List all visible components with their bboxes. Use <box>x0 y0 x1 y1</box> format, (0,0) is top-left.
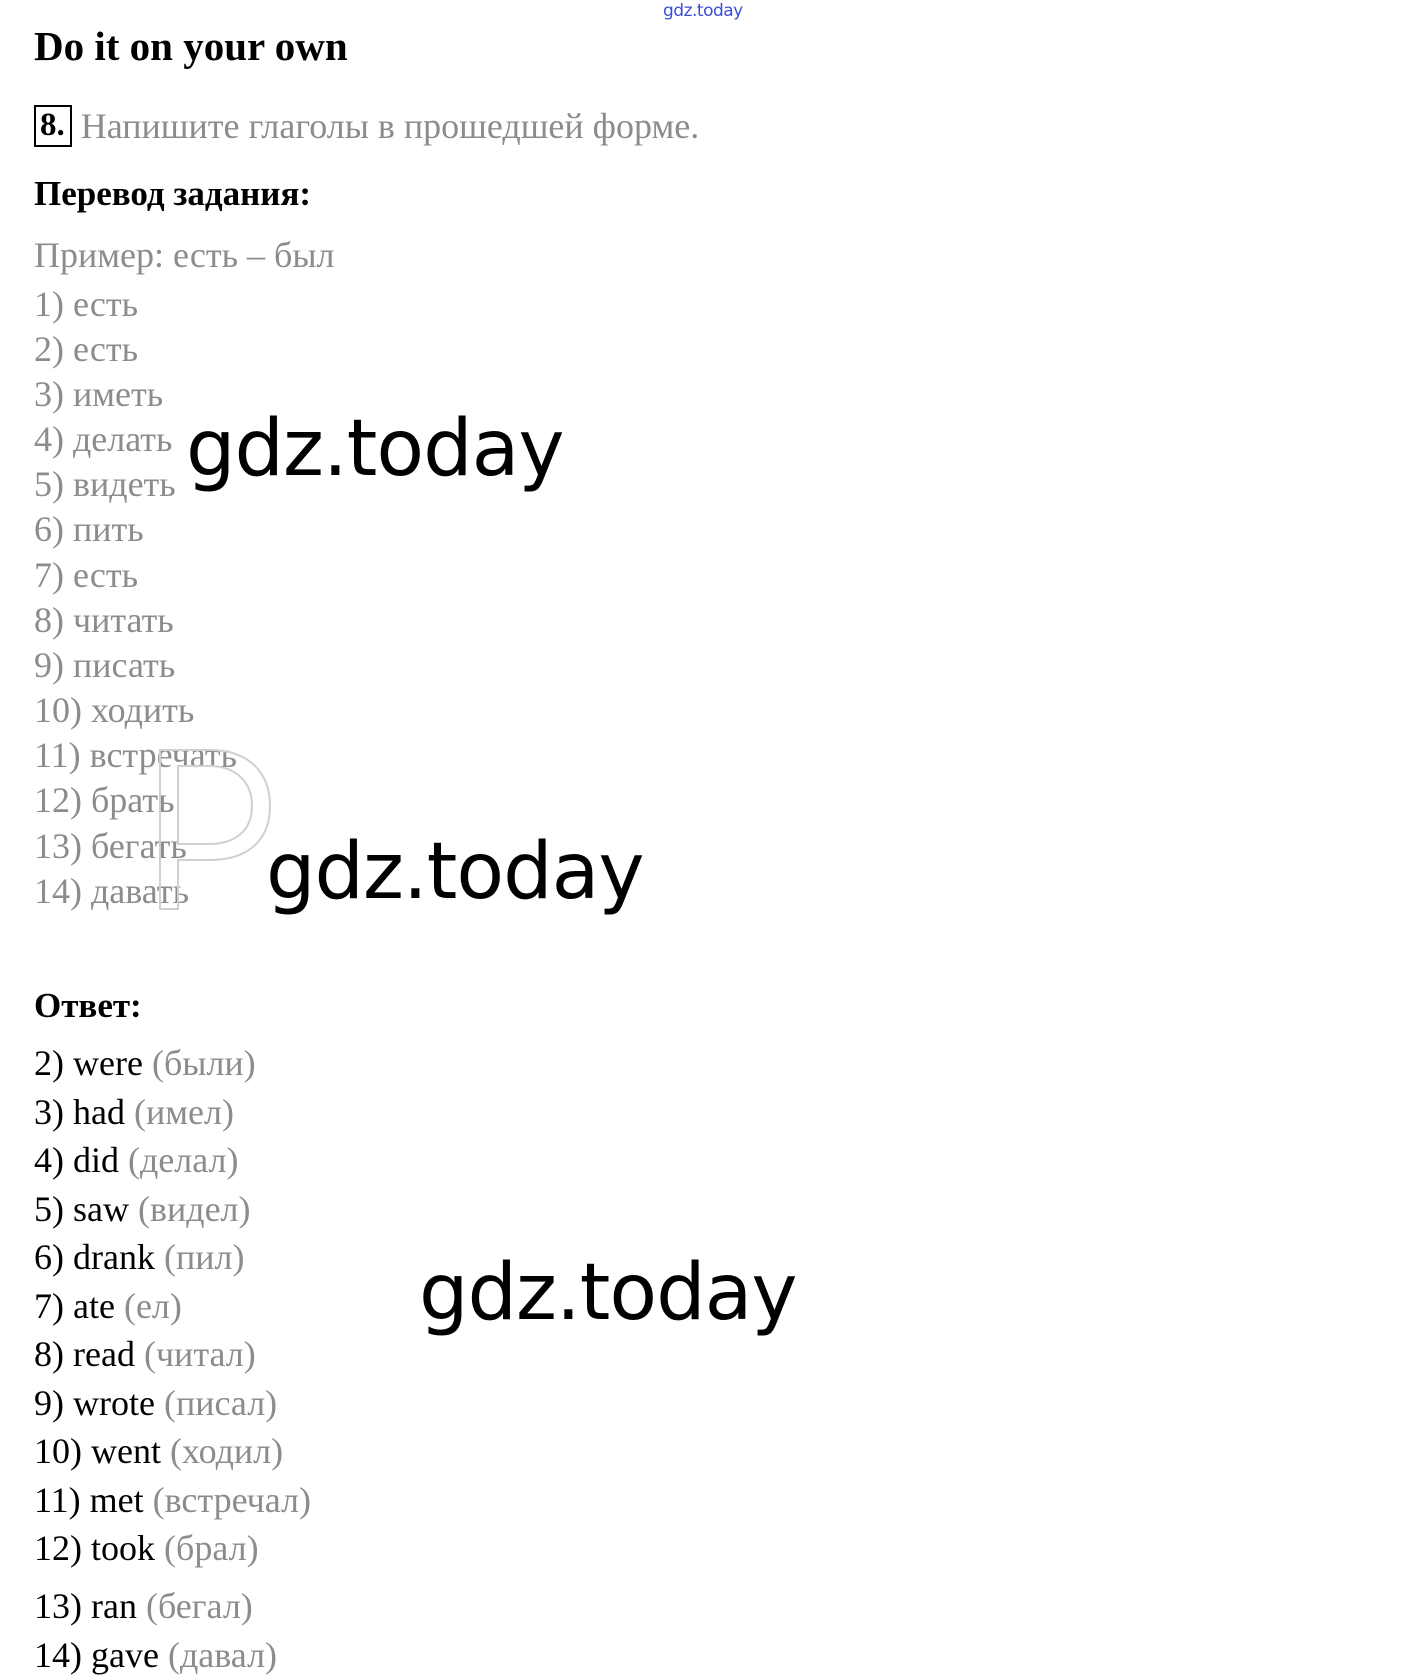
answer-item <box>34 1239 244 1275</box>
answer-verb: drank <box>73 1237 155 1277</box>
watermark-text: gdz.today <box>186 404 564 494</box>
translation-item: 6) пить <box>34 509 144 549</box>
answer-item <box>34 1588 253 1624</box>
answer-number: 3) <box>34 1092 64 1132</box>
answer-number: 13) <box>34 1586 82 1626</box>
watermark-text: gdz.today <box>419 1248 797 1338</box>
answer-number: 2) <box>34 1043 64 1083</box>
answer-item <box>34 1094 234 1130</box>
answer-item <box>34 1142 239 1178</box>
answer-number: 8) <box>34 1334 64 1374</box>
answer-number: 12) <box>34 1528 82 1568</box>
answer-translation: (брал) <box>164 1528 259 1568</box>
answer-translation: (были) <box>151 1043 256 1083</box>
answer-item <box>34 1385 277 1421</box>
answer-verb: were <box>73 1043 143 1083</box>
answer-verb: went <box>91 1431 161 1471</box>
answer-item <box>34 1191 251 1227</box>
answer-number: 4) <box>34 1140 64 1180</box>
answer-translation: (бегал) <box>145 1586 253 1626</box>
answer-number: 10) <box>34 1431 82 1471</box>
answer-verb: met <box>89 1480 144 1520</box>
translation-item: 8) читать <box>34 600 174 640</box>
watermark-text: gdz.today <box>266 827 644 917</box>
answer-number: 14) <box>34 1635 82 1675</box>
answer-number: 9) <box>34 1383 64 1423</box>
task-number-box: 8. <box>34 105 72 147</box>
translation-item: 13) бегать <box>34 826 187 866</box>
answer-translation: (читал) <box>143 1334 256 1374</box>
answer-item <box>34 1482 311 1518</box>
answer-verb: wrote <box>73 1383 155 1423</box>
answer-number: 7) <box>34 1286 64 1326</box>
translation-item: 1) есть <box>34 284 138 324</box>
answer-translation: (давал) <box>167 1635 278 1675</box>
task-instruction-text: Напишите глаголы в прошедшей форме. <box>80 106 700 146</box>
answer-verb: took <box>91 1528 156 1568</box>
answer-verb: did <box>73 1140 120 1180</box>
answer-item <box>34 1637 277 1673</box>
translation-item: 3) иметь <box>34 374 164 414</box>
translation-item: 14) давать <box>34 871 190 911</box>
answer-item <box>34 1433 283 1469</box>
answer-number: 5) <box>34 1189 64 1229</box>
answer-verb: ran <box>91 1586 137 1626</box>
translation-item: 12) брать <box>34 780 175 820</box>
answer-translation: (ходил) <box>169 1431 284 1471</box>
answer-translation: (имел) <box>133 1092 234 1132</box>
translation-item: 4) делать <box>34 419 173 459</box>
translation-item: 10) ходить <box>34 690 195 730</box>
answer-number: 6) <box>34 1237 64 1277</box>
outlined-letter-watermark <box>152 744 282 914</box>
answer-verb: ate <box>73 1286 115 1326</box>
answer-verb: saw <box>73 1189 129 1229</box>
translation-item: 9) писать <box>34 645 176 685</box>
answer-verb: read <box>73 1334 135 1374</box>
task-instruction-line <box>34 103 699 149</box>
answer-verb: had <box>73 1092 125 1132</box>
answer-translation: (делал) <box>128 1140 239 1180</box>
answer-verb: gave <box>91 1635 159 1675</box>
top-watermark: gdz.today <box>663 1 743 21</box>
translation-item: 5) видеть <box>34 464 176 504</box>
page-heading: Do it on your own <box>34 23 348 69</box>
translation-item: 2) есть <box>34 329 138 369</box>
answer-translation: (видел) <box>138 1189 251 1229</box>
translation-item: 11) встречать <box>34 735 237 775</box>
answer-item <box>34 1045 256 1081</box>
answer-label: Ответ: <box>34 986 142 1025</box>
translation-item: 7) есть <box>34 555 138 595</box>
answer-translation: (ел) <box>123 1286 182 1326</box>
translation-example: Пример: есть – был <box>34 235 335 275</box>
translation-label: Перевод задания: <box>34 174 312 213</box>
answer-item <box>34 1288 182 1324</box>
answer-translation: (пил) <box>163 1237 245 1277</box>
answer-item <box>34 1530 259 1566</box>
answer-number: 11) <box>34 1480 81 1520</box>
answer-translation: (встречал) <box>152 1480 312 1520</box>
answer-item <box>34 1336 256 1372</box>
answer-translation: (писал) <box>163 1383 278 1423</box>
